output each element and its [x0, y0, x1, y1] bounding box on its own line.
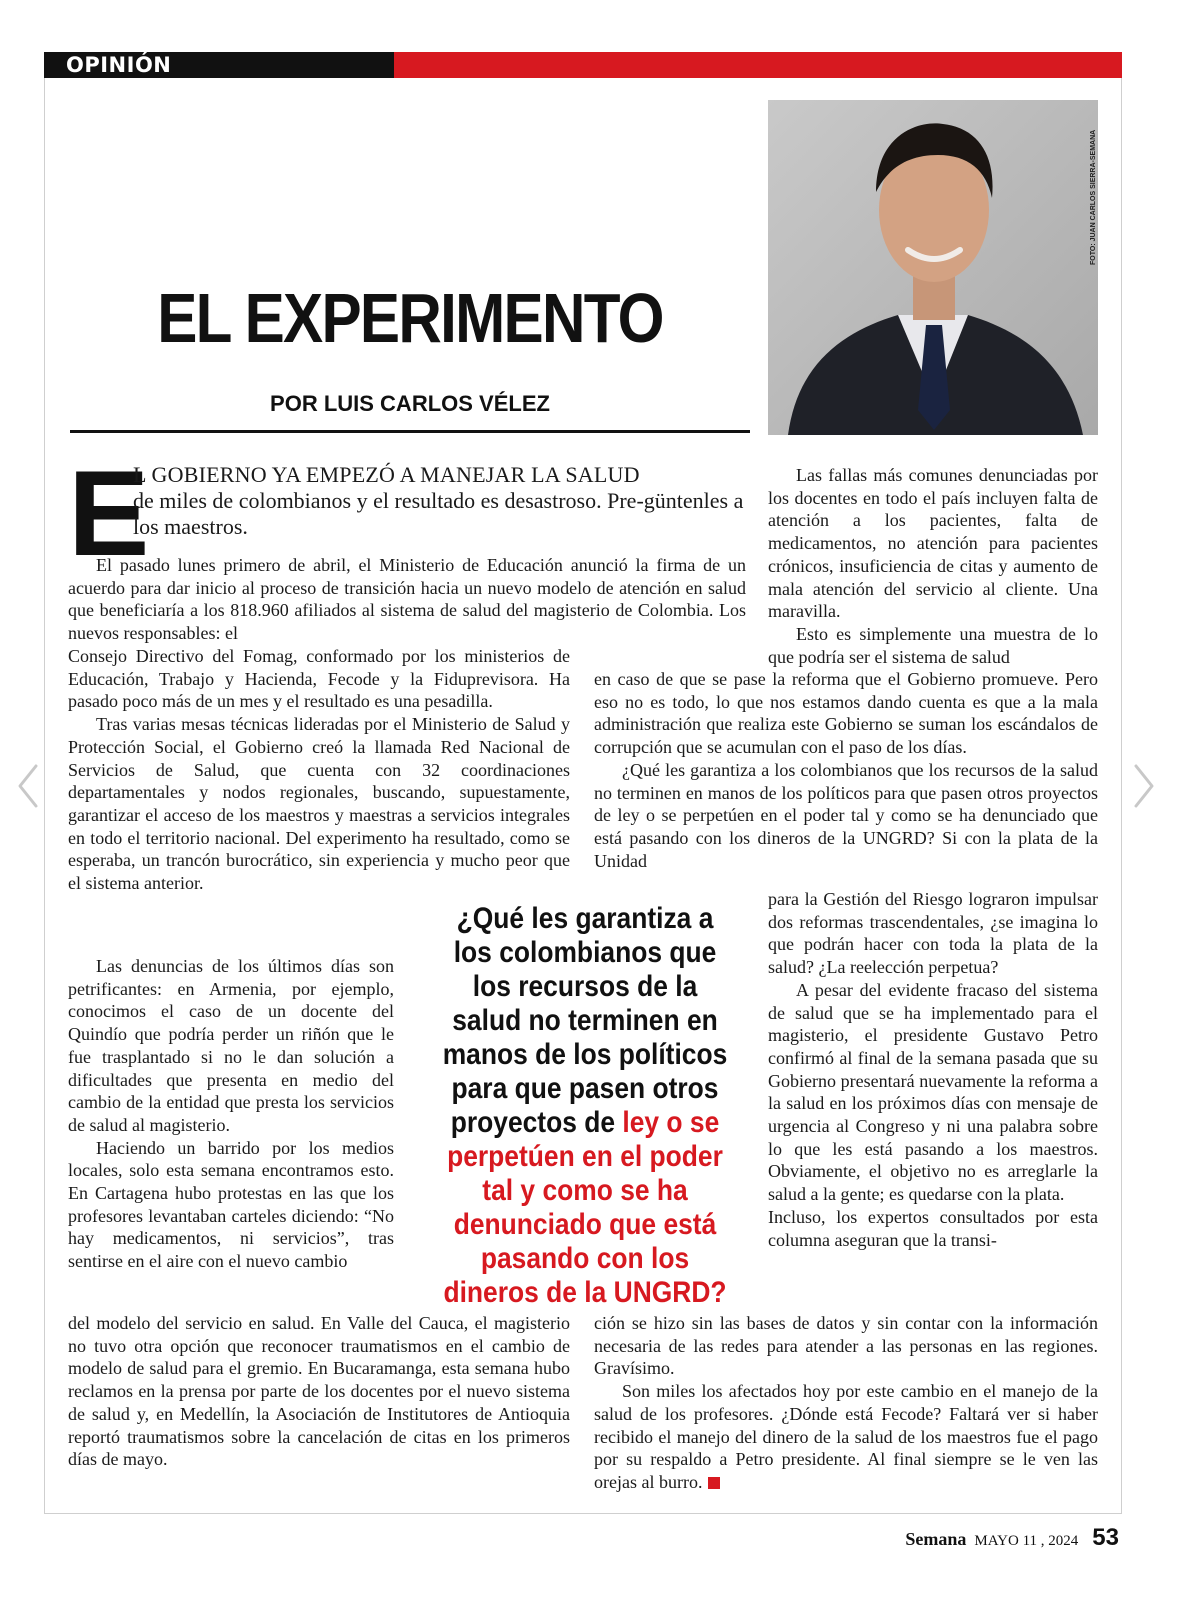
body-column-2-narrow [768, 888, 1098, 1251]
body-column-1-narrow [68, 955, 394, 1273]
lead-rest: de miles de colombianos y el resultado es desastroso. Pre-güntenles a los maestros. [133, 488, 744, 539]
photo-credit: FOTO: JUAN CARLOS SIERRA-SEMANA [1090, 129, 1097, 265]
lead-caps-line: L GOBIERNO YA EMPEZÓ A MANEJAR LA SALUD [133, 462, 640, 487]
drop-cap: E [68, 445, 150, 581]
body-paragraph: A pesar del evidente fracaso del sistema de salud que se ha implementado para el magisterio, el presidente Gustavo Petro confirmó al final de la semana pasada que su Gobierno presentará nuevamente la reforma a la salud en los próximos días con mensaje de urgencia al Congreso y ni una palabra sobre lo que les está pasando a los maestros. Obviamente, el objetivo no es arreglarle la salud a la gente; es quedarse con la plata. [768, 979, 1098, 1205]
final-paragraph [594, 1380, 1098, 1494]
body-paragraph: del modelo del servicio en salud. En Valle del Cauca, el magisterio no tuvo otra opción que reconocer traumatismos en el cambio de modelo de salud para el gremio. En Bucaramanga, esta semana hubo reclamos en la prensa por parte de los docentes por el nuevo sistema de salud y, en Medellín, la Asociación de Institutores de Antioquia reportó traumatismos sobre la cancelación de citas en los primeros días de mayo. [68, 1313, 570, 1470]
body-column-1-bottom [68, 1312, 570, 1471]
body-paragraph: Las denuncias de los últimos días son petrificantes: en Armenia, por ejemplo, conocimos el caso de un docente del Quindío que podría perder un riñón que le fue trasplantado si no le dan solución a dificultades que presenta en medio del cambio de la entidad que presta los servicios de salud al magisterio. [68, 956, 394, 1135]
body-paragraph: en caso de que se pase la reforma que el Gobierno promueve. Pero eso no es todo, lo que nos estamos dando cuenta es que a la mala administración que realiza este Gobierno se suman los escándalos de corrupción que se acumulan con el paso de los días. [594, 669, 1098, 758]
page-number: 53 [1092, 1524, 1119, 1551]
body-column-2-top [768, 464, 1098, 668]
final-paragraph-text: Son miles los afectados hoy por este cambio en el manejo de la salud de los profesores. ¿Dónde está Fecode? Faltará ver si haber recibido el manejo del dinero de la salud de los maestros fue el pago por su respaldo a Petro presidente. Al final siempre se le ven las orejas al burro. [594, 1381, 1098, 1492]
body-paragraph: Esto es simplemente una muestra de lo que podría ser el sistema de salud [768, 623, 1098, 667]
body-paragraph: para la Gestión del Riesgo lograron impulsar dos reformas trascendentales, ¿se imagina lo que podrán hacer con toda la plata de la salud? ¿La reelección perpetua? [768, 889, 1098, 978]
pull-quote [435, 902, 734, 1310]
body-column-2-bottom [594, 1312, 1098, 1494]
pull-quote-black: ¿Qué les garantiza a los colombianos que los recursos de la salud no terminen en manos de los políticos para que pasen otros proyectos de [442, 902, 728, 1139]
title-divider [70, 430, 750, 433]
section-label: OPINIÓN [44, 52, 394, 78]
page-footer [905, 1524, 1119, 1552]
body-paragraph: Consejo Directivo del Fomag, conformado por los ministerios de Educación, Trabajo y Hacienda, Fecode y la Fiduprevisora. Ha pasado poco más de un mes y el resultado es una pesadilla. [68, 646, 570, 712]
body-paragraph: ¿Qué les garantiza a los colombianos que los recursos de la salud no terminen en manos de los políticos para que pasen otros proyectos de ley o se perpetúen en el poder tal y como se ha denunciado que está pasando con los dineros de la UNGRD? Si con la plata de la Unidad [594, 759, 1098, 871]
body-column-2-mid [594, 668, 1098, 872]
next-page-arrow-icon[interactable] [1130, 762, 1158, 810]
body-wide-block [68, 554, 746, 645]
pull-quote-red: ley o se perpetúen en el poder tal y como se ha denunciado que está pasando con los dineros de la UNGRD? [443, 1106, 727, 1309]
body-paragraph: ción se hizo sin las bases de datos y sin contar con la información necesaria de las redes para atender a las personas en las regiones. Gravísimo. [594, 1313, 1098, 1379]
issue-date: MAYO 11 , 2024 [974, 1533, 1079, 1549]
body-paragraph: Tras varias mesas técnicas lideradas por el Ministerio de Salud y Protección Social, el Gobierno creó la llamada Red Nacional de Servicios de Salud, que cuenta con 32 coordinaciones departamentales y nodos regionales, buscando, supuestamente, garantizar el acceso de los maestros y maestras a servicios integrales en todo el territorio nacional. Del experimento ha resultado, como se esperaba, un trancón burocrático, sin experiencia y mucho peor que el sistema anterior. [68, 714, 570, 894]
previous-page-arrow-icon[interactable] [14, 762, 42, 810]
magazine-name: Semana [905, 1529, 967, 1549]
body-paragraph: El pasado lunes primero de abril, el Ministerio de Educación anunció la firma de un acuerdo para dar inicio al proceso de transición hacia un nuevo modelo de atención en salud que beneficiaría a los 818.960 afiliados al sistema de salud del magisterio de Colombia. Los nuevos responsables: el [68, 555, 746, 644]
section-bar-accent [394, 52, 1122, 78]
author-photo [768, 100, 1098, 435]
body-column-1-top [68, 645, 570, 895]
end-mark-icon [708, 1477, 720, 1489]
article-title: EL EXPERIMENTO [157, 279, 663, 357]
article-byline: POR LUIS CARLOS VÉLEZ [270, 391, 550, 416]
body-paragraph: Haciendo un barrido por los medios locales, solo esta semana encontramos esto. En Cartagena hubo protestas en las que los profesores levantaban carteles diciendo: “No hay medicamentos, ni servicios”, tras sentirse en el aire con el nuevo cambio [68, 1137, 394, 1272]
author-portrait-image [768, 100, 1098, 435]
body-paragraph: Las fallas más comunes denunciadas por los docentes en todo el país incluyen falta de atención a los pacientes, falta de medicamentos, no atención para pacientes crónicos, insuficiencia de citas y aumento de mala atención del servicio al cliente. Una maravilla. [768, 465, 1098, 622]
body-paragraph: Incluso, los expertos consultados por esta columna aseguran que la transi- [768, 1206, 1098, 1250]
lead-paragraph [133, 462, 745, 540]
section-bar [44, 52, 1122, 78]
